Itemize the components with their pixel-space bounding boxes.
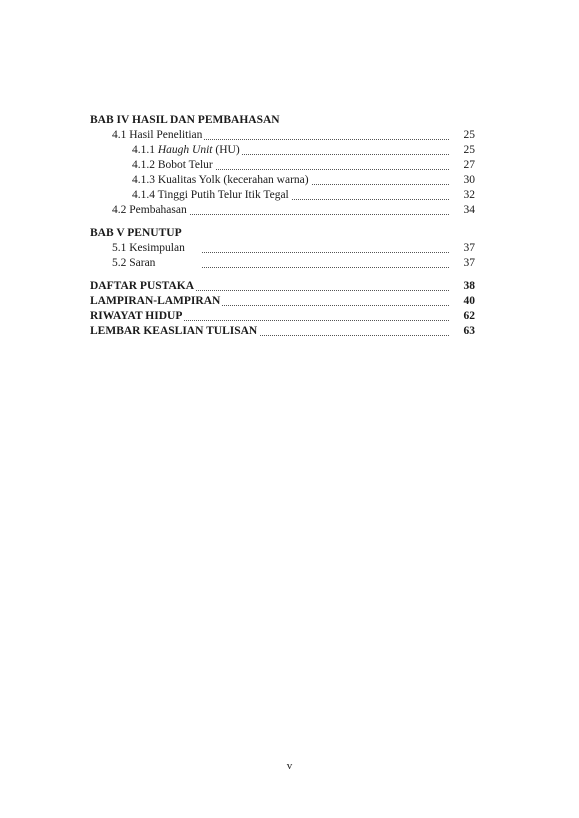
toc-entry-page: 37 bbox=[451, 256, 475, 271]
toc-entry-label: 4.2 Pembahasan bbox=[112, 204, 187, 216]
toc-entry-label: 5.2 Saran bbox=[112, 257, 156, 269]
table-of-contents bbox=[90, 113, 475, 339]
toc-entry-4-1-3 bbox=[90, 173, 475, 188]
toc-entry-page: 38 bbox=[451, 279, 475, 294]
toc-entry-page: 63 bbox=[451, 324, 475, 339]
toc-entry-page: 30 bbox=[451, 173, 475, 188]
toc-entry-label: 4.1.4 Tinggi Putih Telur Itik Tegal bbox=[132, 189, 289, 201]
toc-entry-riwayat-hidup bbox=[90, 309, 475, 324]
toc-entry-5-2 bbox=[90, 256, 475, 271]
toc-entry-label: 4.1 Hasil Penelitian bbox=[112, 129, 203, 141]
toc-entry-page: 27 bbox=[451, 158, 475, 173]
toc-entry-page: 25 bbox=[451, 128, 475, 143]
toc-entry-lembar-keaslian bbox=[90, 324, 475, 339]
toc-entry-page: 25 bbox=[451, 143, 475, 158]
toc-entry-5-1 bbox=[90, 241, 475, 256]
toc-entry-page: 37 bbox=[451, 241, 475, 256]
toc-entry-prefix: 4.1.1 bbox=[132, 144, 158, 156]
toc-entry-4-1-2 bbox=[90, 158, 475, 173]
toc-entry-label: LAMPIRAN-LAMPIRAN bbox=[90, 295, 221, 307]
dot-leader bbox=[202, 267, 449, 268]
toc-entry-page: 40 bbox=[451, 294, 475, 309]
toc-entry-4-1 bbox=[90, 128, 475, 143]
toc-entry-label: LEMBAR KEASLIAN TULISAN bbox=[90, 325, 258, 337]
toc-entry-page: 62 bbox=[451, 309, 475, 324]
chapter-heading-bab-iv: BAB IV HASIL DAN PEMBAHASAN bbox=[90, 114, 280, 126]
toc-entry-label: RIWAYAT HIDUP bbox=[90, 310, 183, 322]
toc-entry-daftar-pustaka bbox=[90, 279, 475, 294]
page-number: v bbox=[286, 760, 293, 772]
toc-entry-label bbox=[132, 143, 242, 158]
toc-entry-page: 34 bbox=[451, 203, 475, 218]
toc-entry-label: 4.1.2 Bobot Telur bbox=[132, 159, 213, 171]
toc-entry-label: 4.1.3 Kualitas Yolk (kecerahan warna) bbox=[132, 174, 309, 186]
toc-entry-4-1-1 bbox=[90, 143, 475, 158]
chapter-heading-bab-v: BAB V PENUTUP bbox=[90, 227, 182, 239]
toc-entry-4-1-4 bbox=[90, 188, 475, 203]
toc-entry-suffix: (HU) bbox=[212, 144, 240, 156]
toc-entry-italic-term: Haugh Unit bbox=[157, 144, 213, 156]
toc-entry-lampiran bbox=[90, 294, 475, 309]
toc-entry-page: 32 bbox=[451, 188, 475, 203]
toc-entry-4-2 bbox=[90, 203, 475, 218]
toc-entry-label: 5.1 Kesimpulan bbox=[112, 242, 185, 254]
dot-leader bbox=[202, 252, 449, 253]
toc-entry-label: DAFTAR PUSTAKA bbox=[90, 280, 195, 292]
